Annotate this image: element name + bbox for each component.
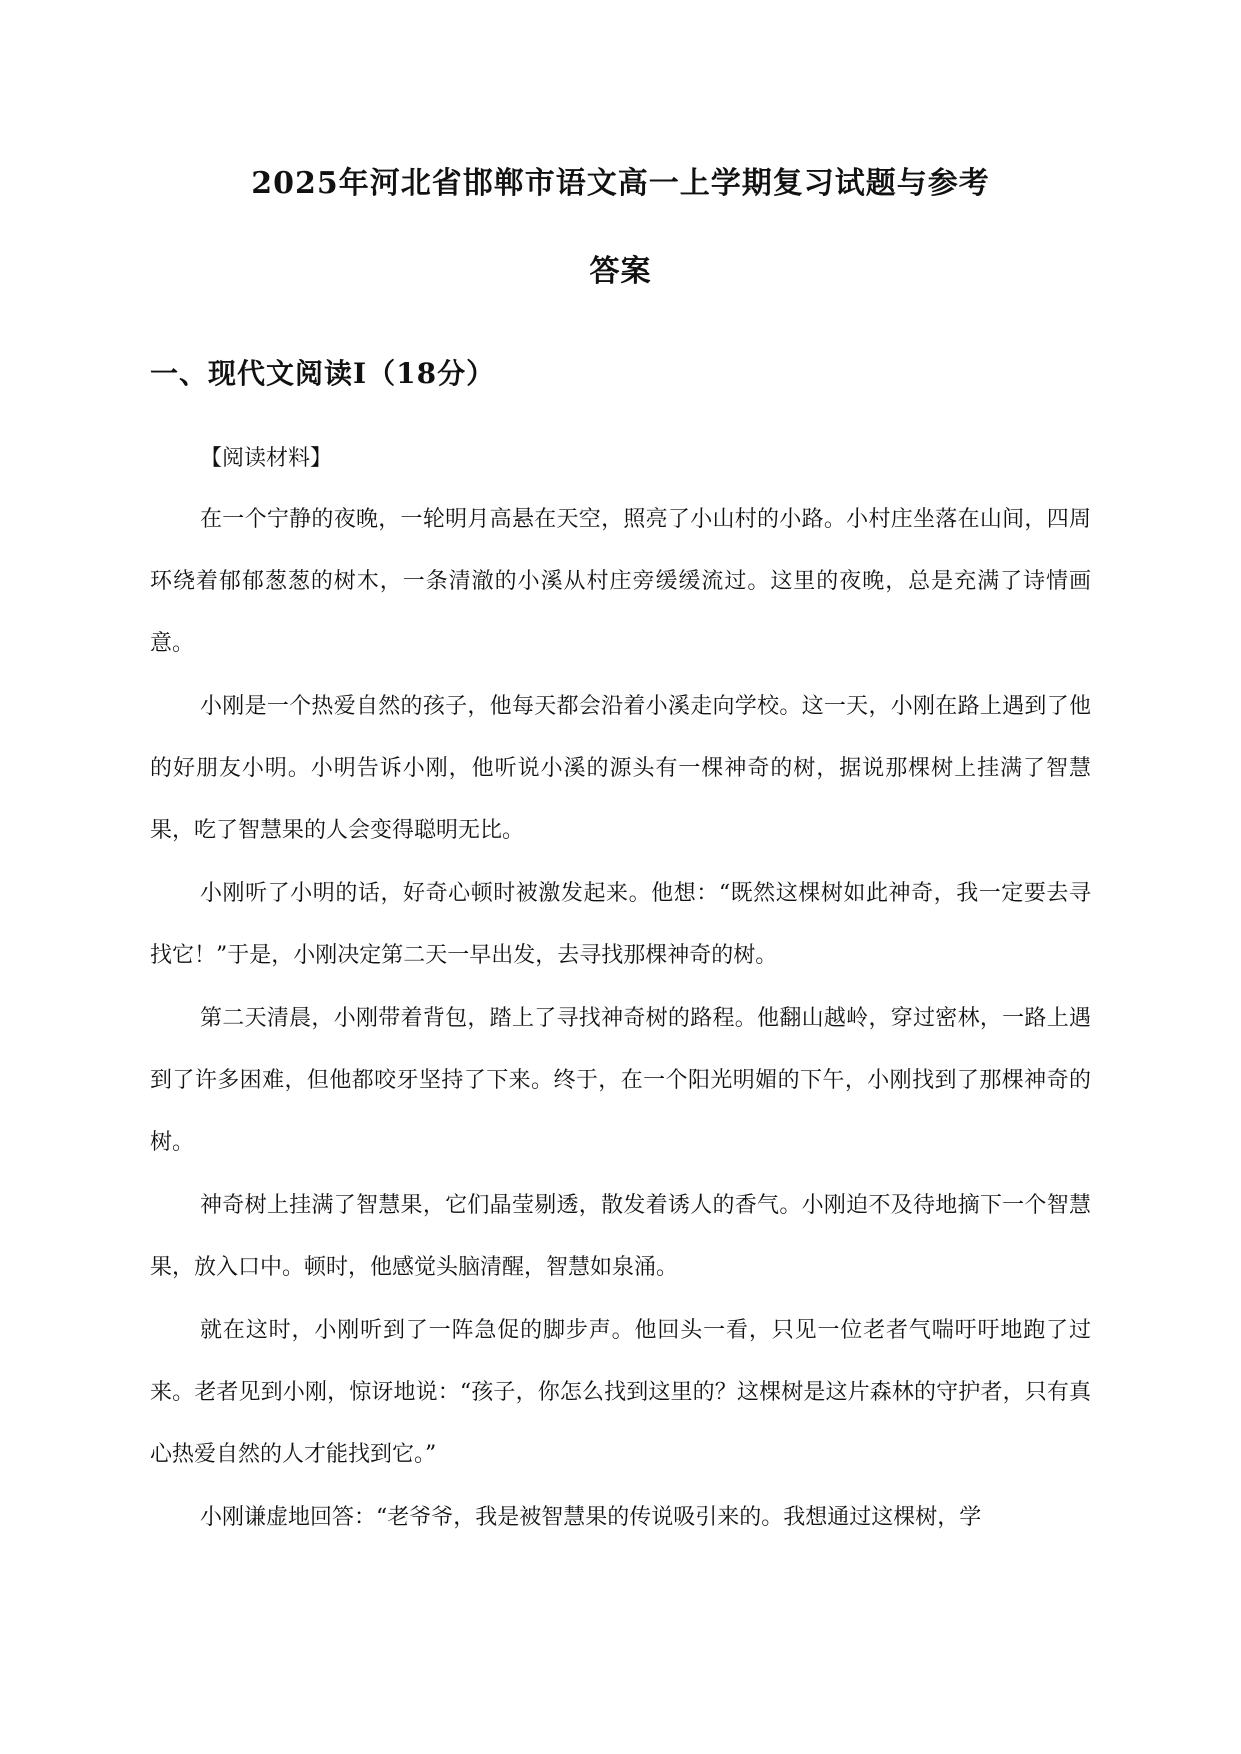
paragraph: 在一个宁静的夜晚，一轮明月高悬在天空，照亮了小山村的小路。小村庄坐落在山间，四周环绕着郁郁葱葱的树木，一条清澈的小溪从村庄旁缓缓流过。这里的夜晚，总是充满了诗情画意。 — [150, 507, 1091, 656]
document-title-line2: 答案 — [589, 254, 652, 289]
document-title-line1: 2025年河北省邯郸市语文高一上学期复习试题与参考 — [251, 166, 990, 201]
paragraph: 第二天清晨，小刚带着背包，踏上了寻找神奇树的路程。他翻山越岭，穿过密林，一路上遇到了许多困难，但他都咬牙坚持了下来。终于，在一个阳光明媚的下午，小刚找到了那棵神奇的树。 — [150, 1006, 1091, 1155]
paragraph: 小刚谦虚地回答：“老爷爷，我是被智慧果的传说吸引来的。我想通过这棵树，学 — [200, 1505, 982, 1530]
paragraph: 神奇树上挂满了智慧果，它们晶莹剔透，散发着诱人的香气。小刚迫不及待地摘下一个智慧果，放入口中。顿时，他感觉头脑清醒，智慧如泉涌。 — [150, 1193, 1091, 1280]
material-label: 【阅读材料】 — [200, 446, 333, 471]
section-heading: 一、现代文阅读Ⅰ（18分） — [150, 357, 496, 390]
paragraph: 小刚听了小明的话，好奇心顿时被激发起来。他想：“既然这棵树如此神奇，我一定要去寻找它！”于是，小刚决定第二天一早出发，去寻找那棵神奇的树。 — [150, 881, 1091, 968]
paragraph: 小刚是一个热爱自然的孩子，他每天都会沿着小溪走向学校。这一天，小刚在路上遇到了他的好朋友小明。小明告诉小刚，他听说小溪的源头有一棵神奇的树，据说那棵树上挂满了智慧果，吃了智慧果的人会变得聪明无比。 — [150, 694, 1091, 843]
paragraph: 就在这时，小刚听到了一阵急促的脚步声。他回头一看，只见一位老者气喘吁吁地跑了过来。老者见到小刚，惊讶地说：“孩子，你怎么找到这里的？这棵树是这片森林的守护者，只有真心热爱自然的人才能找到它。” — [150, 1318, 1091, 1467]
